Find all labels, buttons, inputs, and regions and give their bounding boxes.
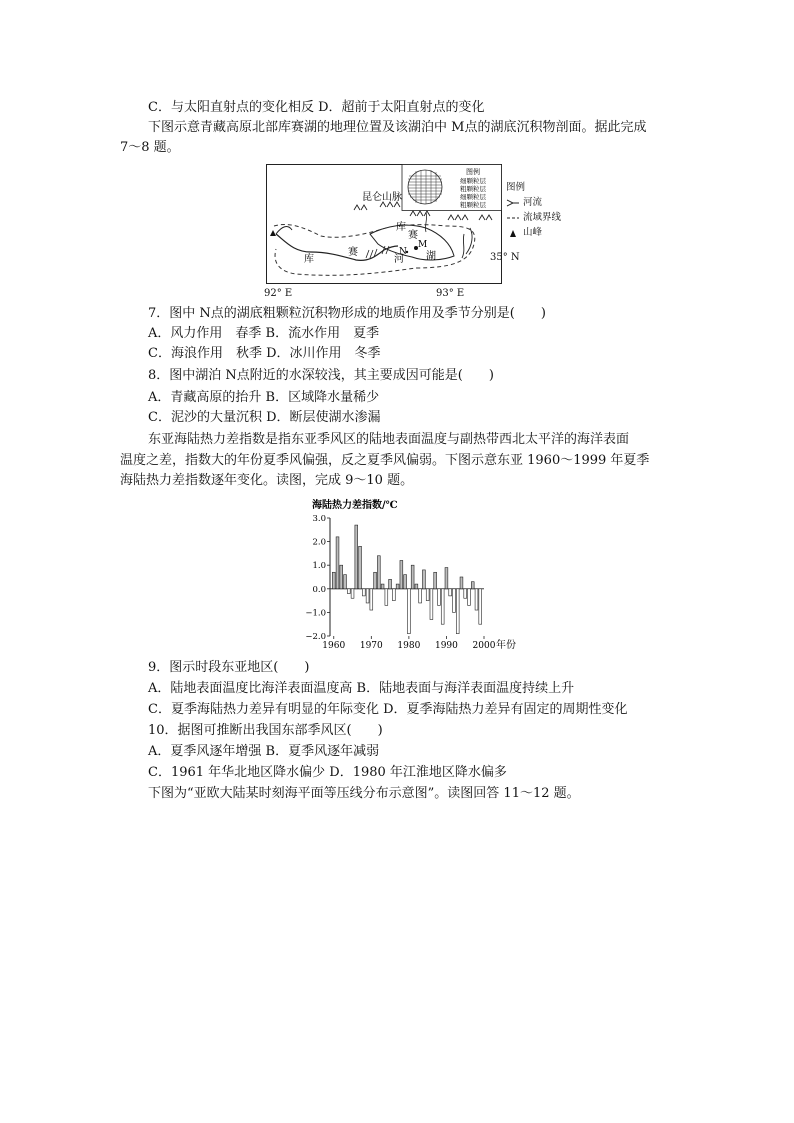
bar: [351, 589, 354, 598]
chart-title: 海陆热力差指数/℃: [312, 500, 398, 511]
passage-intro-line1: 下图示意青藏高原北部库赛湖的地理位置及该湖泊中 M点的湖底沉积物剖面。据此完成: [148, 120, 647, 135]
question-8: 8．图中湖泊 N点附近的水深较浅，其主要成因可能是( ): [148, 368, 494, 383]
question-7: 7．图中 N点的湖底粗颗粒沉积物形成的地质作用及季节分别是( ): [148, 306, 546, 321]
bar: [411, 565, 414, 589]
bar: [392, 589, 395, 601]
bar: [370, 589, 373, 610]
x-tick-label: 1970: [359, 641, 383, 651]
question-10-options-cd: C．1961 年华北地区降水偏少 D．1980 年江淮地区降水偏多: [148, 765, 507, 780]
question-10-options-ab: A．夏季风逐年增强 B．夏季风逐年减弱: [148, 744, 380, 759]
passage-3: 下图为“亚欧大陆某时刻海平面等压线分布示意图”。读图回答 11～12 题。: [148, 786, 580, 801]
legend-boundary-label: 流域界线: [523, 212, 562, 223]
lake-ku-label: 库: [396, 222, 406, 233]
legend-river: [506, 195, 596, 210]
inset-row-2: 粗颗粒层: [460, 185, 486, 193]
passage-2-line1: 东亚海陆热力差指数是指东亚季风区的陆地表面温度与副热带西北太平洋的海洋表面: [148, 432, 630, 447]
bar: [415, 584, 418, 589]
map-legend: [506, 180, 596, 240]
chart-xlabel: 年份: [496, 640, 516, 651]
lake-sai-label: 赛: [408, 230, 418, 241]
question-10: 10．据图可推断出我国东部季风区( ): [148, 723, 383, 738]
bar: [404, 575, 407, 589]
question-8-options-ab: A．青藏高原的抬升 B．区域降水量稀少: [148, 390, 380, 405]
kusai-lake-map: [266, 164, 502, 284]
bar: [344, 575, 347, 589]
bar: [453, 589, 456, 613]
bar: [441, 589, 444, 624]
bar: [362, 589, 365, 596]
boundary-symbol-icon: [506, 213, 520, 223]
y-tick-label: 0.0: [312, 584, 326, 595]
inset-row-1: 细颗粒层: [460, 177, 486, 185]
question-9-options-ab: A．陆地表面温度比海洋表面温度高 B．陆地表面与海洋表面温度持续上升: [148, 681, 575, 696]
x-tick-label: 1990: [434, 641, 458, 651]
question-7-options-cd: C．海浪作用 秋季 D．冰川作用 冬季: [148, 346, 381, 361]
y-tick-label: −1.0: [305, 608, 326, 619]
bar: [479, 589, 482, 624]
bar: [468, 589, 471, 606]
inset-row-4: 粗颗粒层: [460, 201, 486, 209]
y-tick-label: −2.0: [305, 632, 326, 642]
bar: [438, 589, 441, 606]
bar: [475, 589, 478, 610]
legend-peak-label: 山峰: [523, 227, 543, 238]
bar: [336, 537, 339, 589]
legend-river-label: 河流: [523, 197, 543, 208]
bar: [456, 589, 459, 634]
passage-2-line2: 温度之差，指数大的年份夏季风偏强，反之夏季风偏弱。下图示意东亚 1960～1999 年夏季: [120, 453, 650, 468]
lon-92-label: 92° E: [264, 288, 293, 299]
bar: [377, 556, 380, 589]
lat-label: 35° N: [490, 252, 520, 263]
question-9: 9．图示时段东亚地区( ): [148, 660, 310, 675]
bar: [366, 589, 369, 603]
bar: [464, 589, 467, 598]
sea-land-thermal-chart: [300, 494, 540, 654]
bar: [434, 572, 437, 589]
legend-peak: [506, 225, 596, 240]
bar: [355, 525, 358, 589]
bar: [407, 589, 410, 634]
kunlun-label: 昆仑山脉: [362, 192, 402, 203]
legend-title: 图例: [506, 182, 526, 193]
ku-label: 库: [304, 254, 314, 265]
bar: [449, 589, 452, 596]
bar: [426, 589, 429, 601]
he-label: 河: [394, 254, 404, 265]
bar: [400, 560, 403, 588]
x-tick-label: 2000: [472, 641, 496, 651]
lon-93-label: 93° E: [436, 288, 465, 299]
bar: [389, 579, 392, 588]
option-cd-line: C．与太阳直射点的变化相反 D．超前于太阳直射点的变化: [148, 100, 485, 115]
inset-row-3: 细颗粒层: [460, 193, 486, 201]
bar: [340, 565, 343, 589]
bar: [374, 572, 377, 589]
y-tick-label: 2.0: [312, 537, 326, 548]
sediment-profile-circle: [408, 170, 442, 204]
passage-2-line3: 海陆热力差指数逐年变化。读图，完成 9～10 题。: [120, 473, 414, 488]
bar: [359, 546, 362, 588]
bar: [381, 584, 384, 589]
inset-legend-title: 图例: [466, 168, 480, 176]
bar: [460, 577, 463, 589]
lake-hu-label: 湖: [426, 251, 436, 262]
bar: [347, 589, 350, 594]
river-symbol-icon: [506, 198, 520, 208]
x-tick-label: 1980: [397, 641, 421, 651]
bar: [396, 584, 399, 589]
peak-symbol-icon: [506, 228, 520, 238]
y-tick-label: 3.0: [312, 514, 326, 524]
question-9-options-cd: C．夏季海陆热力差异有明显的年际变化 D．夏季海陆热力差异有固定的周期性变化: [148, 702, 628, 717]
bar: [445, 568, 448, 589]
sai-label: 赛: [348, 247, 358, 258]
y-tick-label: 1.0: [312, 561, 326, 572]
bar: [419, 589, 422, 603]
passage-intro-line2: 7～8 题。: [120, 140, 180, 155]
bar: [471, 582, 474, 589]
bar: [422, 570, 425, 589]
n-label: N: [399, 247, 407, 257]
legend-boundary: [506, 210, 596, 225]
bar: [385, 589, 388, 606]
bar: [332, 572, 335, 589]
question-8-options-cd: C．泥沙的大量沉积 D．断层使湖水渗漏: [148, 410, 381, 425]
question-7-options-ab: A．风力作用 春季 B．流水作用 夏季: [148, 326, 380, 341]
bar: [430, 589, 433, 620]
x-tick-label: 1960: [322, 641, 346, 651]
m-label: M: [418, 240, 428, 250]
